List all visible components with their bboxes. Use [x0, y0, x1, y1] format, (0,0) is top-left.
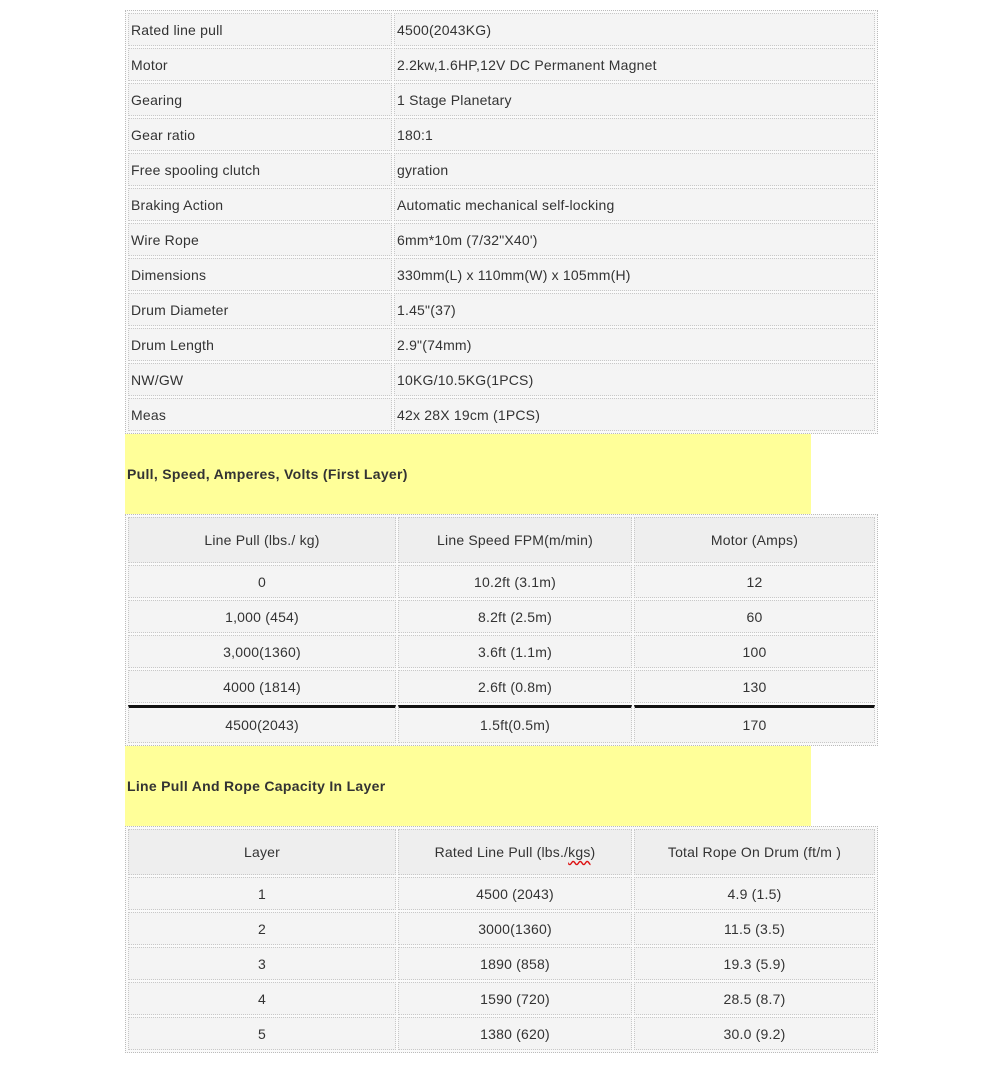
table-row: [128, 877, 875, 910]
section-title: Line Pull And Rope Capacity In Layer: [127, 778, 386, 794]
table-row: [128, 293, 875, 326]
table-cell: 2: [128, 912, 396, 945]
table-cell: 1.5ft(0.5m): [398, 705, 632, 743]
spec-label: NW/GW: [128, 363, 392, 396]
spec-label: Motor: [128, 48, 392, 81]
table-cell: 1590 (720): [398, 982, 632, 1015]
column-header: Layer: [128, 829, 396, 875]
spec-label: Meas: [128, 398, 392, 431]
table-row: [128, 83, 875, 116]
table-cell: 1380 (620): [398, 1017, 632, 1050]
table-row: [128, 705, 875, 743]
table-row: [128, 13, 875, 46]
table-cell: 1: [128, 877, 396, 910]
column-header: Total Rope On Drum (ft/m ): [634, 829, 875, 875]
table-row: [128, 258, 875, 291]
table-cell: 2.6ft (0.8m): [398, 670, 632, 703]
column-header-text: ): [590, 844, 596, 860]
table-cell: 4000 (1814): [128, 670, 396, 703]
spec-label: Drum Diameter: [128, 293, 392, 326]
table-cell: 60: [634, 600, 875, 633]
table-cell: 3.6ft (1.1m): [398, 635, 632, 668]
table-row: [128, 565, 875, 598]
table-cell: 4: [128, 982, 396, 1015]
spec-value: Automatic mechanical self-locking: [394, 188, 875, 221]
specifications-table: [125, 10, 878, 434]
table-row: [128, 188, 875, 221]
spellcheck-flagged-text: kgs: [568, 844, 591, 860]
capacity-table: [125, 826, 878, 1053]
spec-value: 1 Stage Planetary: [394, 83, 875, 116]
table-cell: 3: [128, 947, 396, 980]
spec-label: Gearing: [128, 83, 392, 116]
spec-value: 2.9"(74mm): [394, 328, 875, 361]
table-cell: 1,000 (454): [128, 600, 396, 633]
column-header-text: Rated Line Pull (lbs./: [434, 844, 569, 860]
table-cell: 4500 (2043): [398, 877, 632, 910]
table-cell: 100: [634, 635, 875, 668]
spec-label: Rated line pull: [128, 13, 392, 46]
table-cell: 5: [128, 1017, 396, 1050]
table-cell: 8.2ft (2.5m): [398, 600, 632, 633]
spec-value: 2.2kw,1.6HP,12V DC Permanent Magnet: [394, 48, 875, 81]
table-cell: 30.0 (9.2): [634, 1017, 875, 1050]
spec-value: 180:1: [394, 118, 875, 151]
table-cell: 130: [634, 670, 875, 703]
table-cell: 28.5 (8.7): [634, 982, 875, 1015]
spec-value: gyration: [394, 153, 875, 186]
table-row: [128, 398, 875, 431]
table-row: [128, 1017, 875, 1050]
performance-table: [125, 514, 878, 746]
spec-value: 10KG/10.5KG(1PCS): [394, 363, 875, 396]
table-header-row: [128, 517, 875, 563]
table-row: [128, 947, 875, 980]
table-cell: 3,000(1360): [128, 635, 396, 668]
table-cell: 12: [634, 565, 875, 598]
column-header: [398, 829, 632, 875]
table-row: [128, 48, 875, 81]
table-row: [128, 670, 875, 703]
table-row: [128, 328, 875, 361]
column-header: Motor (Amps): [634, 517, 875, 563]
spec-label: Drum Length: [128, 328, 392, 361]
section-title: Pull, Speed, Amperes, Volts (First Layer): [127, 466, 408, 482]
spec-value: 1.45"(37): [394, 293, 875, 326]
table-cell: 0: [128, 565, 396, 598]
performance-section-heading: [125, 434, 811, 514]
table-cell: 1890 (858): [398, 947, 632, 980]
column-header: Line Speed FPM(m/min): [398, 517, 632, 563]
table-row: [128, 600, 875, 633]
table-cell: 11.5 (3.5): [634, 912, 875, 945]
product-spec-document: [125, 10, 878, 1053]
table-cell: 19.3 (5.9): [634, 947, 875, 980]
spec-value: 4500(2043KG): [394, 13, 875, 46]
table-cell: 10.2ft (3.1m): [398, 565, 632, 598]
table-cell: 4500(2043): [128, 705, 396, 743]
table-cell: 3000(1360): [398, 912, 632, 945]
table-header-row: [128, 829, 875, 875]
table-row: [128, 363, 875, 396]
spec-value: 42x 28X 19cm (1PCS): [394, 398, 875, 431]
table-row: [128, 912, 875, 945]
table-row: [128, 153, 875, 186]
capacity-section-heading: [125, 746, 811, 826]
spec-label: Gear ratio: [128, 118, 392, 151]
table-row: [128, 223, 875, 256]
spec-value: 6mm*10m (7/32"X40'): [394, 223, 875, 256]
spec-label: Wire Rope: [128, 223, 392, 256]
spec-label: Dimensions: [128, 258, 392, 291]
table-cell: 170: [634, 705, 875, 743]
spec-label: Free spooling clutch: [128, 153, 392, 186]
column-header: Line Pull (lbs./ kg): [128, 517, 396, 563]
table-row: [128, 118, 875, 151]
table-cell: 4.9 (1.5): [634, 877, 875, 910]
table-row: [128, 635, 875, 668]
spec-value: 330mm(L) x 110mm(W) x 105mm(H): [394, 258, 875, 291]
spec-label: Braking Action: [128, 188, 392, 221]
table-row: [128, 982, 875, 1015]
